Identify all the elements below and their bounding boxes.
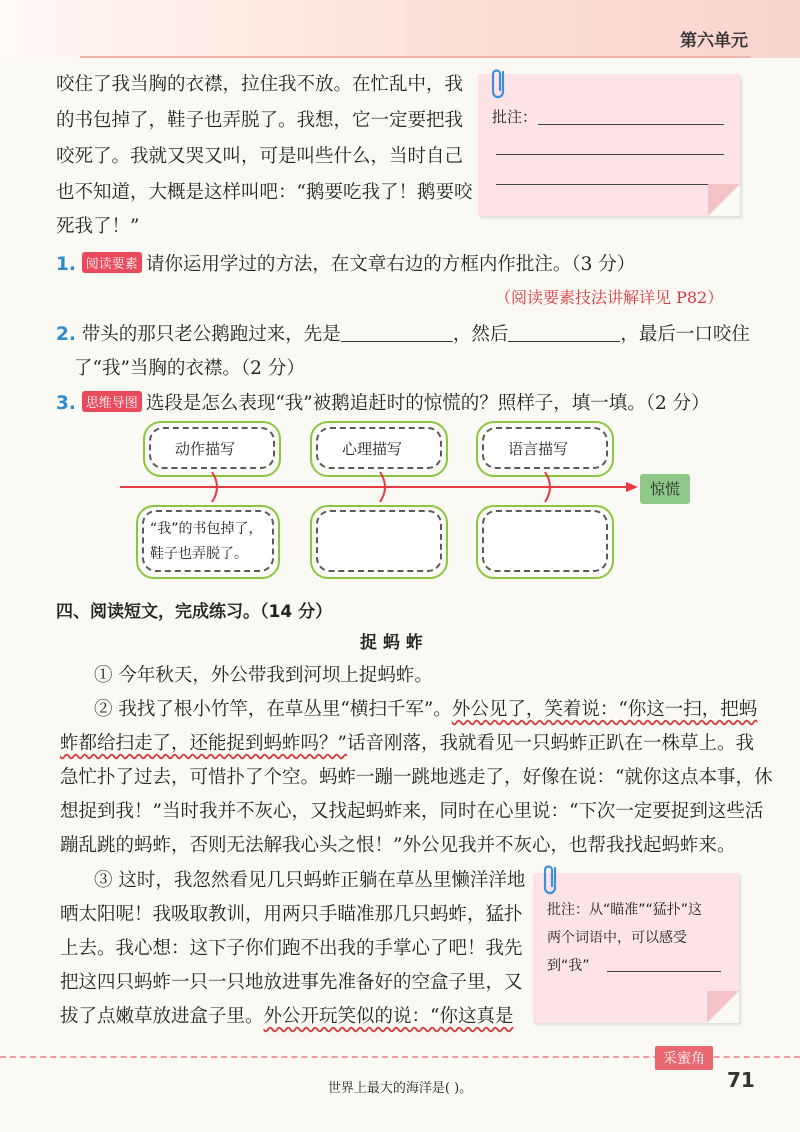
question-3 — [56, 389, 710, 415]
annotation-note-2[interactable] — [533, 873, 739, 1023]
note-blank-line[interactable] — [496, 154, 724, 155]
passage-line: 也不知道，大概是这样叫吧：“鹅要吃我了！鹅要咬 — [56, 182, 473, 203]
q2-line2: 了“我”当胸的衣襟。（2 分） — [74, 358, 305, 379]
label-action: 动作描写 — [175, 440, 236, 458]
label-speech: 语言描写 — [508, 440, 569, 458]
section-title: 四、阅读短文，完成练习。（14 分） — [56, 602, 333, 622]
q2-number: 2. — [56, 324, 76, 345]
note-fold — [708, 184, 740, 216]
passage-line: 咬住了我当胸的衣襟，拉住我不放。在忙乱中，我 — [56, 74, 464, 95]
example-line: “我”的书包掉了， — [150, 521, 263, 537]
article-line: 想捉到我！”当时我并不灰心，又找起蚂蚱来，同时在心里说：“下次一定要捉到这些活 — [60, 801, 764, 822]
underlined-text: 外公见了，笑着说：“你这一扫，把蚂 — [451, 699, 758, 720]
q1-reference: （阅读要素技法讲解详见 P82） — [495, 288, 724, 307]
diagram-example-box — [142, 510, 274, 572]
article-line: 急忙扑了过去，可惜扑了个空。蚂蚱一蹦一跳地逃走了，好像在说：“就你这点本事，休 — [60, 767, 773, 788]
article-text: ② 我找了根小竹竿，在草丛里“横扫千军”。 — [94, 699, 452, 720]
footer-question: 世界上最大的海洋是( )。 — [327, 1081, 473, 1096]
q1-tag: 阅读要素 — [82, 252, 142, 273]
note-label: 批注： — [492, 108, 538, 126]
article-line — [60, 1002, 513, 1028]
q2-blank-2[interactable] — [508, 323, 620, 342]
article-line: 上去。我心想：这下子你们跑不出我的手掌心了吧！我先 — [60, 938, 523, 959]
article-line — [60, 729, 754, 755]
q3-tag: 思维导图 — [82, 391, 142, 412]
article-text: 拔了点嫩草放进盒子里。 — [60, 1006, 264, 1027]
note2-line: 到“我” — [547, 958, 590, 974]
note2-line: 两个词语中，可以感受 — [547, 930, 687, 946]
diagram-box-speech — [482, 427, 608, 469]
diagram-box-mental — [316, 427, 442, 469]
diagram-answer-box[interactable] — [482, 510, 608, 572]
footer-badge: 采蜜角 — [655, 1046, 713, 1070]
paperclip-icon — [488, 66, 510, 100]
q1-number: 1. — [56, 254, 76, 275]
q3-text: 选段是怎么表现“我”被鹅追赶时的惊慌的？照样子，填一填。（2 分） — [145, 393, 710, 414]
article-line: 晒太阳呢！我吸取教训，用两只手瞄准那几只蚂蚱，猛扑 — [60, 904, 523, 925]
diagram-box-action — [149, 427, 275, 469]
underlined-text: 外公开玩笑似的说：“你这真是 — [263, 1006, 514, 1027]
q1-text: 请你运用学过的方法，在文章右边的方框内作批注。（3 分） — [145, 254, 636, 275]
header-divider — [80, 56, 750, 58]
article-line: ③ 这时，我忽然看见几只蚂蚱正躺在草丛里懒洋洋地 — [94, 870, 526, 891]
article-line — [94, 695, 757, 721]
passage-line: 的书包掉了，鞋子也弄脱了。我想，它一定要把我 — [56, 110, 464, 131]
passage-line: 咬死了。我就又哭又叫，可是叫些什么，当时自己 — [56, 146, 464, 167]
result-box: 惊慌 — [640, 474, 690, 504]
question-1 — [56, 250, 635, 276]
q2-part2: ，然后 — [452, 324, 509, 345]
note2-line: 批注：从“瞄准”“猛扑”这 — [547, 902, 703, 918]
example-line: 鞋子也弄脱了。 — [150, 546, 248, 562]
q2-blank-1[interactable] — [341, 323, 453, 342]
article-line: 把这四只蚂蚱一只一只地放进事先准备好的空盒子里，又 — [60, 972, 523, 993]
note-fold — [707, 991, 739, 1023]
page-number: 71 — [727, 1068, 755, 1092]
note-blank-line[interactable] — [496, 184, 724, 185]
q3-number: 3. — [56, 393, 76, 414]
question-2 — [56, 320, 750, 346]
paperclip-icon — [540, 862, 562, 896]
article-line: ① 今年秋天，外公带我到河坝上捉蚂蚱。 — [94, 665, 433, 686]
underlined-text: 蚱都给扫走了，还能捉到蚂蚱吗？” — [60, 733, 347, 754]
diagram-answer-box[interactable] — [316, 510, 442, 572]
passage-line: 死我了！” — [56, 216, 140, 237]
article-text: 话音刚落，我就看见一只蚂蚱正趴在一株草上。我 — [346, 733, 754, 754]
article-line: 蹦乱跳的蚂蚱，否则无法解我心头之恨！”外公见我并不灰心，也帮我找起蚂蚱来。 — [60, 835, 736, 856]
q2-part3: ，最后一口咬住 — [620, 324, 750, 345]
note-blank-line[interactable] — [538, 124, 724, 125]
note2-blank[interactable] — [607, 971, 721, 972]
annotation-note-1[interactable] — [478, 74, 740, 216]
article-title: 捉 蚂 蚱 — [360, 633, 423, 653]
q2-part1: 带头的那只老公鹅跑过来，先是 — [81, 324, 341, 345]
label-mental: 心理描写 — [342, 440, 403, 458]
unit-title: 第六单元 — [680, 31, 748, 51]
